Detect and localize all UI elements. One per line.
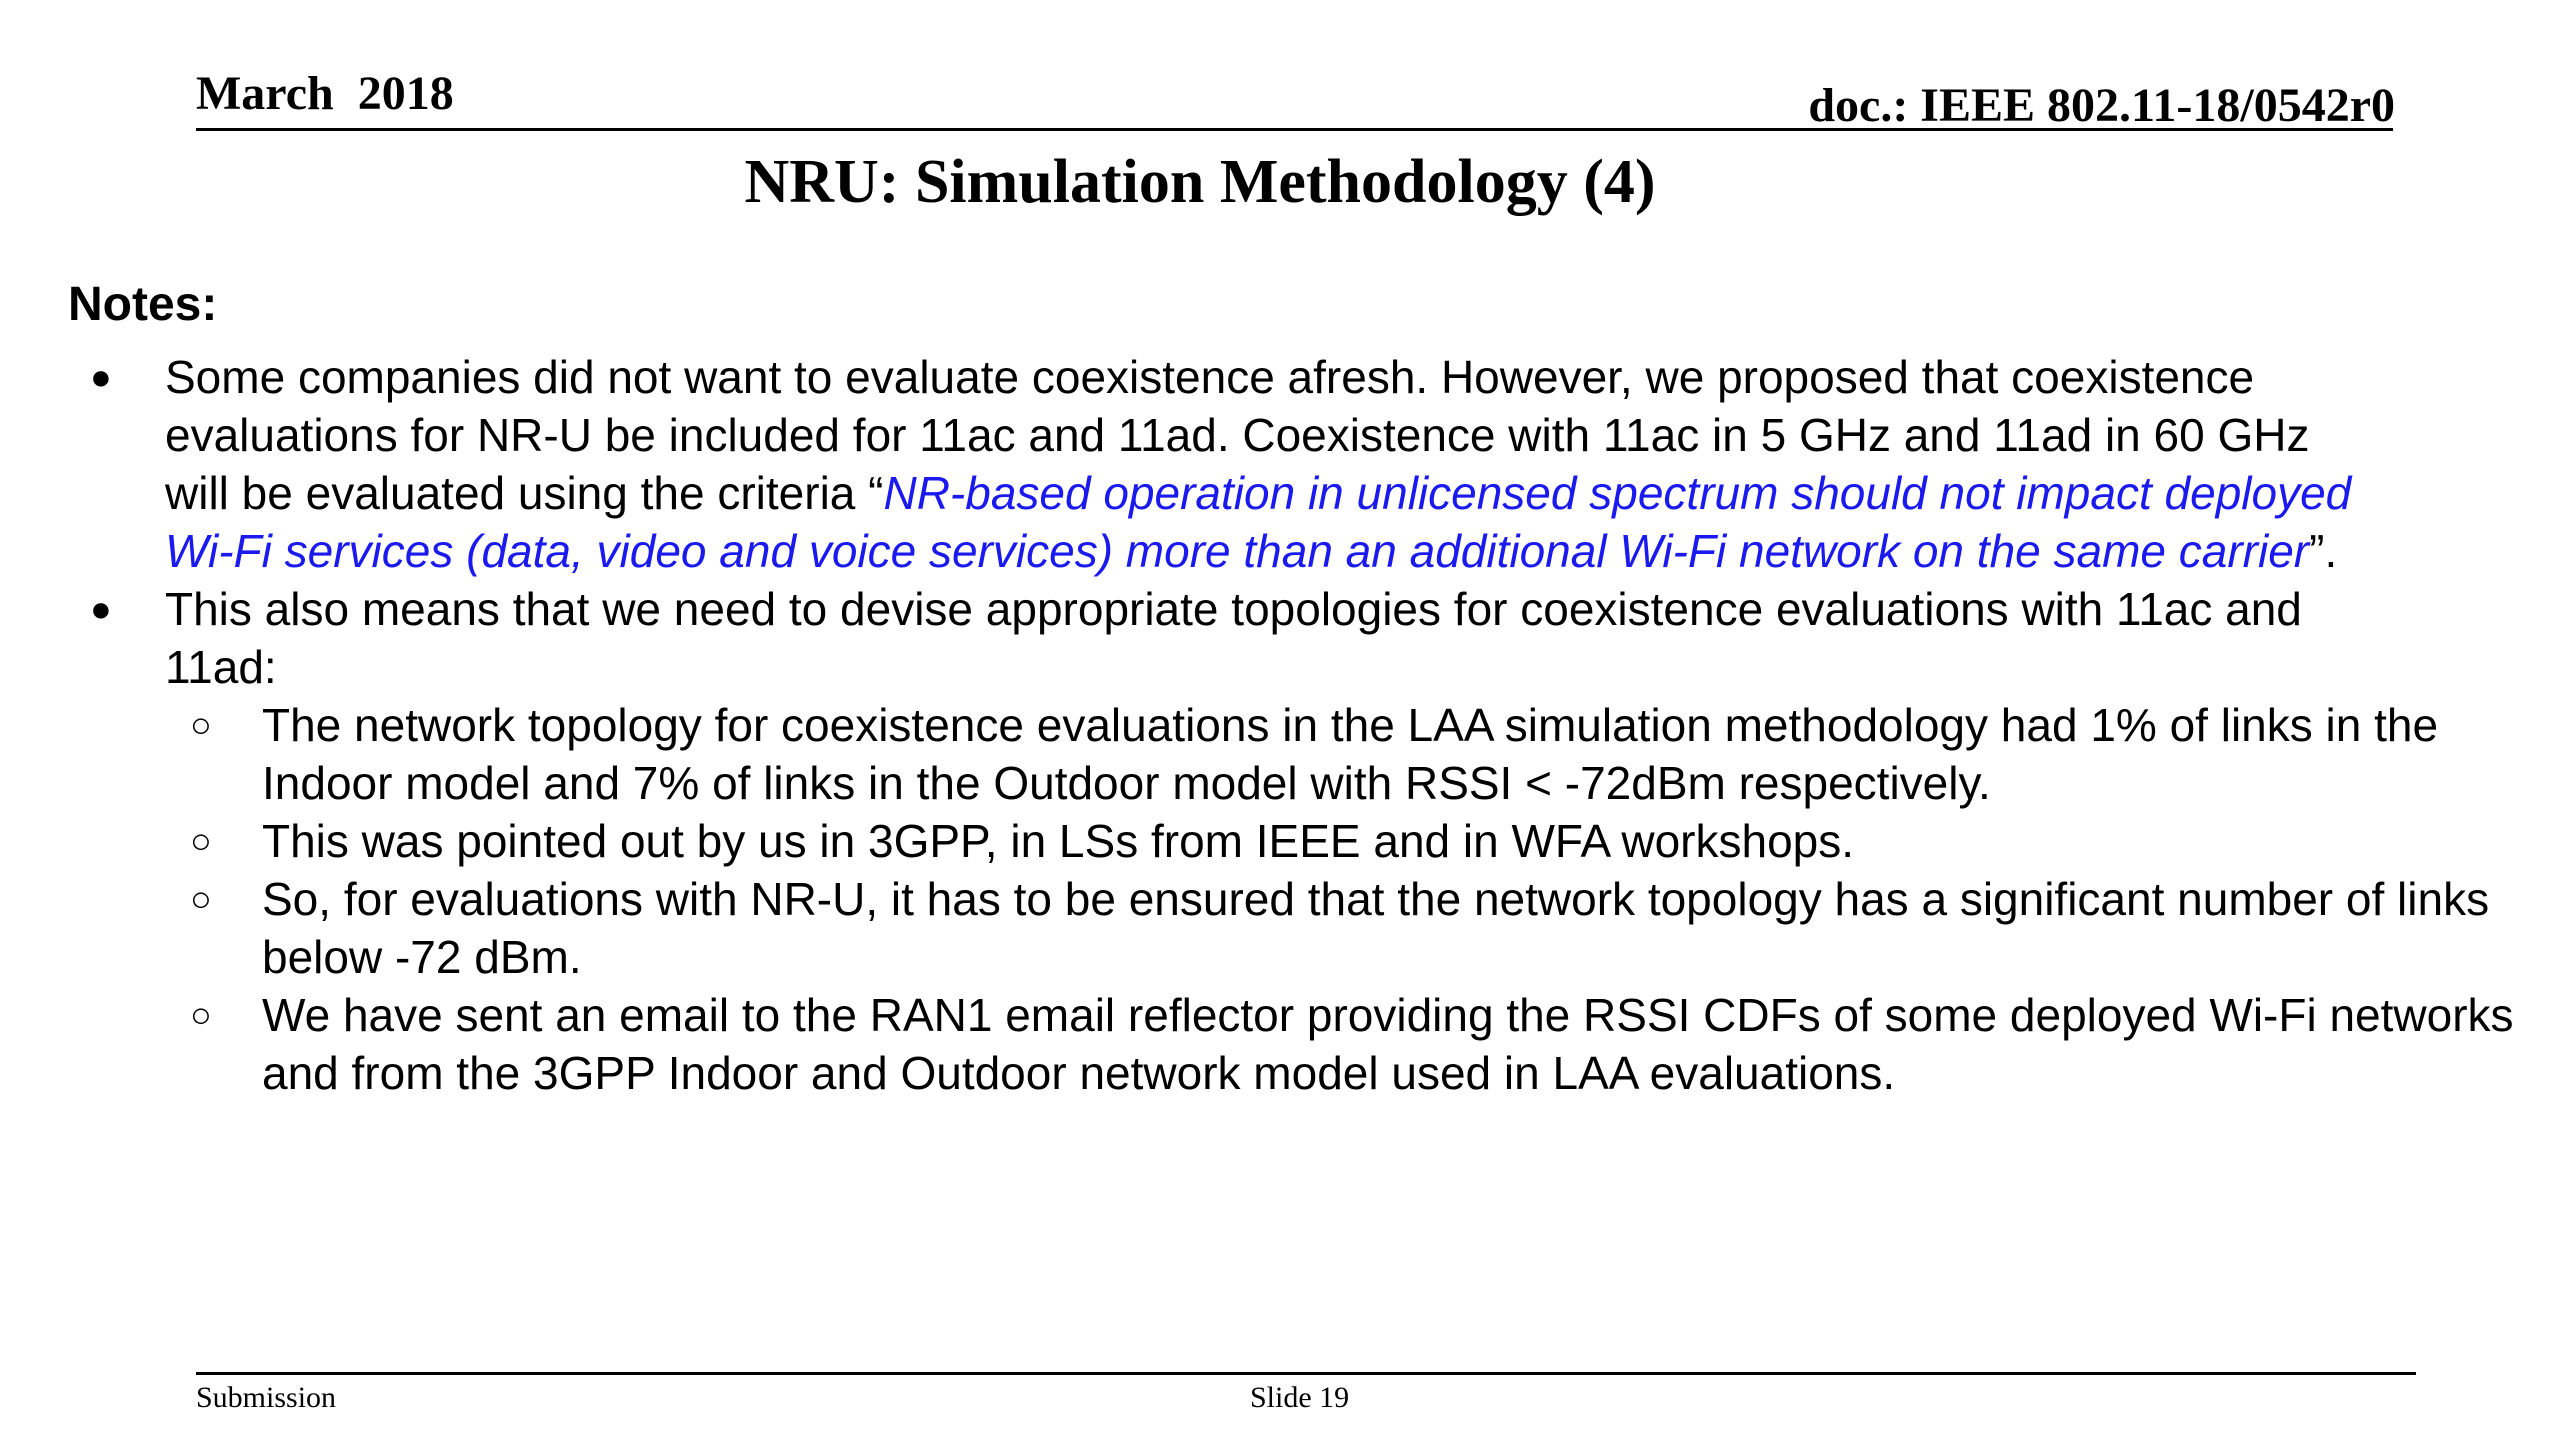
sub-bullet-marker-icon: ○ xyxy=(190,994,212,1035)
slide-title: NRU: Simulation Methodology (4) xyxy=(744,148,1656,216)
footer-submission: Submission xyxy=(196,1381,337,1414)
sub-bullet-marker-icon: ○ xyxy=(190,878,212,919)
sub-bullet-marker-icon: ○ xyxy=(190,704,212,745)
sub-bullet-item xyxy=(0,986,2520,1102)
sub-bullet-marker-icon: ○ xyxy=(190,820,212,861)
sub-bullet-item xyxy=(0,812,2520,870)
bullet-item xyxy=(0,348,2365,580)
bullet-item xyxy=(0,580,2365,696)
sub-bullet-item xyxy=(0,696,2520,812)
sub-bullet-text: This was pointed out by us in 3GPP, in LSs from IEEE and in WFA workshops. xyxy=(262,815,1855,867)
footer-slide-number: Slide 19 xyxy=(1250,1381,1350,1414)
header-date: March 2018 xyxy=(196,67,454,120)
bullet-marker-icon: ● xyxy=(90,356,112,397)
sub-bullet-text: The network topology for coexistence evaluations in the LAA simulation methodology had 1% of links in the Indoor model and 7% of links in the Outdoor model with RSSI < -72dBm respectively. xyxy=(262,699,2439,809)
quoted-criteria: NR-based operation in unlicensed spectrum should not impact deployed Wi-Fi services (data, video and voice services) more than an additional Wi-Fi network on the same carrier xyxy=(165,467,2352,577)
bullet-text-end: ”. xyxy=(2309,525,2338,577)
bullet-text: This also means that we need to devise appropriate topologies for coexistence evaluations with 11ac and 11ad: xyxy=(165,583,2302,693)
sub-bullet-text: We have sent an email to the RAN1 email reflector providing the RSSI CDFs of some deployed Wi-Fi networks and from the 3GPP Indoor and Outdoor network model used in LAA evaluations. xyxy=(262,989,2514,1099)
sub-bullet-text: So, for evaluations with NR-U, it has to be ensured that the network topology has a significant number of links below -72 dBm. xyxy=(262,873,2490,983)
footer-divider xyxy=(196,1372,2416,1375)
bullet-text: Some companies did not want to evaluate coexistence afresh. However, we proposed that coexistence evaluations for NR-U be included for 11ac and 11ad. Coexistence with 11ac in 5 GHz and 11ad in 60 GHz will be evaluated using the criteria “ xyxy=(165,351,2310,519)
sub-bullet-item xyxy=(0,870,2520,986)
header-doc-id: doc.: IEEE 802.11-18/0542r0 xyxy=(1808,79,2395,132)
header-divider xyxy=(196,128,2393,131)
slide-body xyxy=(0,348,2520,1102)
bullet-marker-icon: ● xyxy=(90,588,112,629)
notes-label: Notes: xyxy=(68,278,218,331)
